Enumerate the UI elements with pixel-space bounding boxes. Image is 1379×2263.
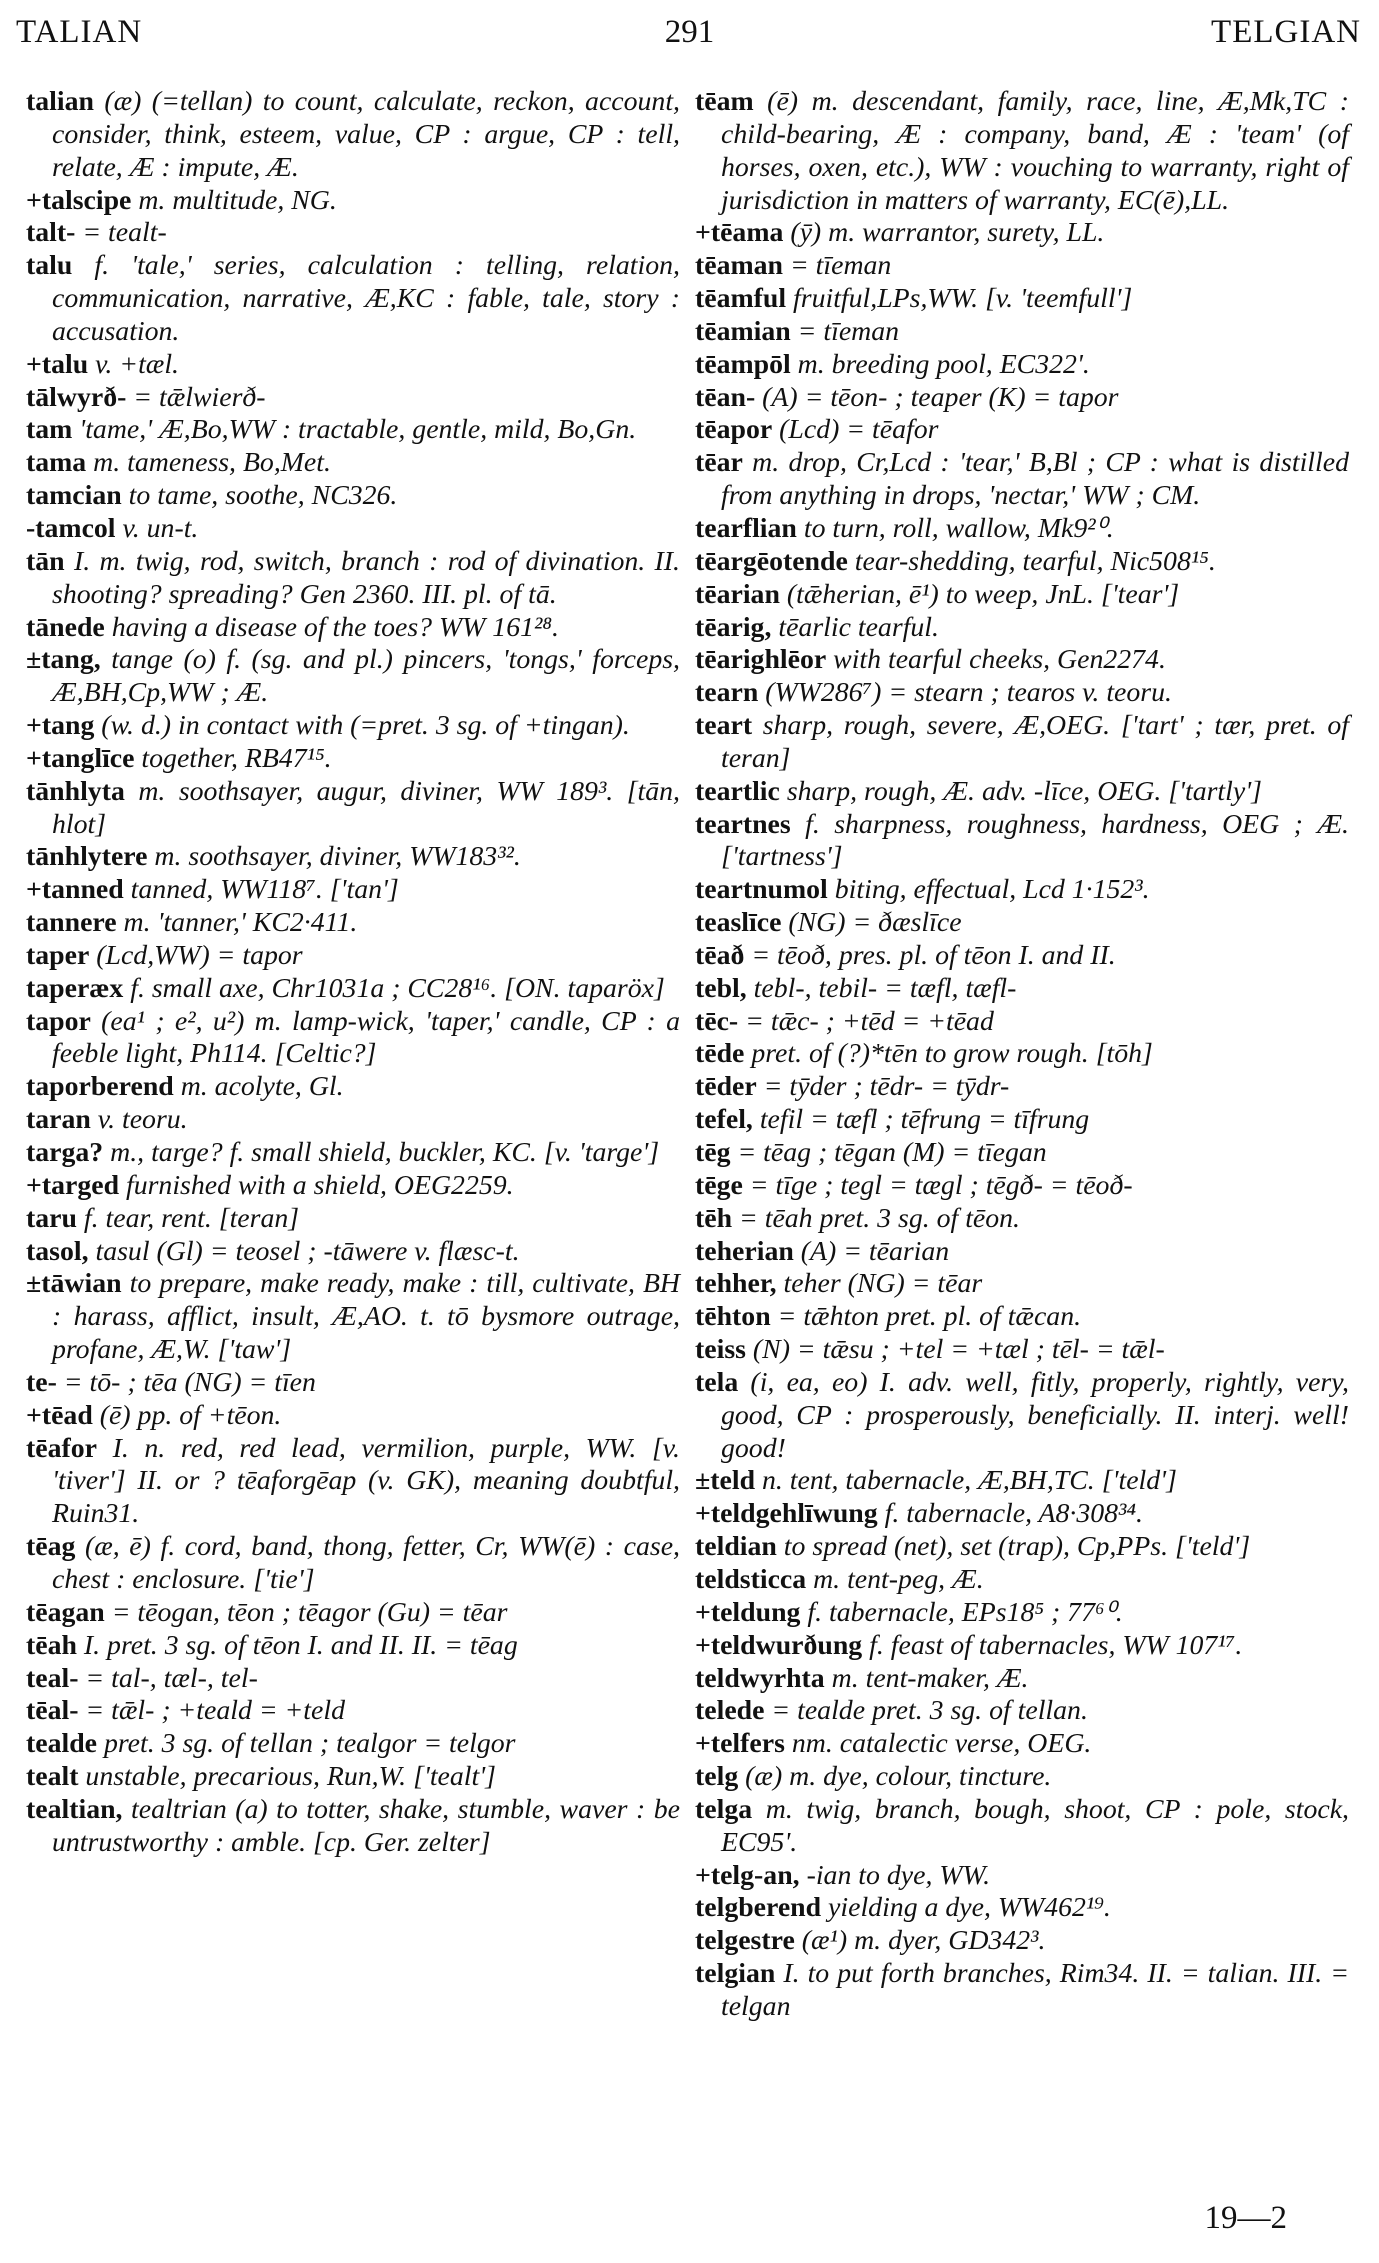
- dictionary-entry: [26, 382, 680, 415]
- headword: telgian: [695, 1958, 776, 1990]
- dictionary-entry: [695, 1794, 1349, 1860]
- definition-text: = tealde pret. 3 sg. of tellan.: [764, 1695, 1088, 1727]
- definition-text: m. breeding pool, EC322'.: [790, 348, 1090, 380]
- headword: ±tāwian: [26, 1268, 122, 1300]
- dictionary-entry: [695, 1892, 1349, 1925]
- dictionary-entry: [26, 1728, 680, 1761]
- headword: teldian: [695, 1531, 777, 1563]
- dictionary-entry: [695, 1597, 1349, 1630]
- dictionary-entry: [695, 1728, 1349, 1761]
- definition-text: (A) = tēarian: [793, 1235, 950, 1267]
- definition-text: tealtrian (a) to totter, shake, stumble, waver : be untrustworthy : amble. [cp. Ger. zelter]: [52, 1793, 680, 1858]
- dictionary-entry: [695, 1301, 1349, 1334]
- dictionary-entry: [26, 907, 680, 940]
- definition-text: m. tent-peg, Æ.: [806, 1563, 984, 1595]
- definition-text: (æ¹) m. dyer, GD342³.: [794, 1925, 1046, 1957]
- dictionary-entry: [695, 1006, 1349, 1039]
- definition-text: m. twig, branch, bough, shoot, CP : pole, stock, EC95'.: [721, 1793, 1349, 1858]
- dictionary-entry: [695, 1104, 1349, 1137]
- definition-text: furnished with a shield, OEG2259.: [119, 1169, 514, 1201]
- definition-text: I. m. twig, rod, switch, branch : rod of divination. II. shooting? spreading? Gen 2360. III. pl. of tā.: [52, 545, 680, 610]
- dictionary-entry: [695, 1761, 1349, 1794]
- headword: +tanglīce: [26, 742, 135, 774]
- headword: taporberend: [26, 1071, 174, 1103]
- left-column: [26, 86, 680, 1860]
- headword: ±teld: [695, 1465, 756, 1497]
- definition-text: tasul (Gl) = teosel ; -tāwere v. flæsc-t.: [88, 1235, 520, 1267]
- dictionary-entry: [695, 382, 1349, 415]
- definition-text: fruitful,LPs,WW. [v. 'teemfull']: [786, 283, 1133, 315]
- definition-text: m. acolyte, Gl.: [173, 1071, 344, 1103]
- definition-text: f. small axe, Chr1031a ; CC28¹⁶. [ON. taparöx]: [123, 972, 665, 1004]
- dictionary-entry: [26, 250, 680, 349]
- definition-text: f. tabernacle, A8·308³⁴.: [877, 1498, 1143, 1530]
- right-column: [695, 86, 1349, 2024]
- headword: tēamful: [695, 283, 787, 315]
- dictionary-entry: [26, 1236, 680, 1269]
- dictionary-entry: [26, 644, 680, 710]
- definition-text: (Lcd) = tēafor: [772, 414, 939, 446]
- dictionary-entry: [695, 579, 1349, 612]
- headword: tēag: [26, 1531, 76, 1563]
- headword: tamcian: [26, 480, 122, 512]
- headword: +tang: [26, 710, 95, 742]
- headword: teiss: [695, 1334, 746, 1366]
- headword: +telg-an,: [695, 1859, 800, 1891]
- headword: tānhlytere: [26, 841, 148, 873]
- headword: taper: [26, 939, 90, 971]
- headword: telgestre: [695, 1925, 795, 1957]
- headword: talian: [26, 86, 94, 117]
- definition-text: to tame, soothe, NC326.: [121, 480, 398, 512]
- headword: tēam: [695, 86, 754, 117]
- dictionary-entry: [26, 1400, 680, 1433]
- headword: tēh: [695, 1202, 733, 1234]
- definition-text: -ian to dye, WW.: [799, 1859, 991, 1891]
- definition-text: v. un-t.: [115, 512, 199, 544]
- dictionary-entry: [26, 86, 680, 185]
- definition-text: m. drop, Cr,Lcd : 'tear,' B,Bl ; CP : what is distilled from anything in drops, 'nectar,' WW ; CM.: [721, 447, 1349, 512]
- dictionary-entry: [695, 447, 1349, 513]
- dictionary-entry: [695, 1137, 1349, 1170]
- headword: teaslīce: [695, 907, 782, 939]
- dictionary-entry: [26, 973, 680, 1006]
- definition-text: = tēag ; tēgan (M) = tīegan: [730, 1137, 1047, 1168]
- headword: tānhlyta: [26, 775, 125, 807]
- definition-text: m. tameness, Bo,Met.: [86, 447, 331, 479]
- dictionary-entry: [695, 1498, 1349, 1531]
- headword: teart: [695, 710, 753, 742]
- dictionary-entry: [695, 546, 1349, 579]
- definition-text: tanned, WW118⁷. ['tan']: [123, 874, 399, 906]
- dictionary-entry: [26, 710, 680, 743]
- dictionary-entry: [695, 1958, 1349, 2024]
- definition-text: tebl-, tebil- = tæfl, tæfl-: [746, 972, 1017, 1004]
- headword: taru: [26, 1202, 77, 1234]
- headword: teal-: [26, 1662, 79, 1694]
- dictionary-entry: [26, 1071, 680, 1104]
- headword: telga: [695, 1793, 753, 1825]
- definition-text: (ȳ) m. warrantor, surety, LL.: [783, 217, 1105, 249]
- dictionary-entry: [695, 644, 1349, 677]
- definition-text: sharp, rough, severe, Æ,OEG. ['tart' ; tær, pret. of teran]: [721, 710, 1349, 774]
- headword: tēargēotende: [695, 545, 848, 577]
- dictionary-entry: [26, 1597, 680, 1630]
- dictionary-entry: [26, 480, 680, 513]
- dictionary-entry: [26, 1531, 680, 1597]
- definition-text: = tēogan, tēon ; tēagor (Gu) = tēar: [104, 1596, 508, 1628]
- dictionary-entry: [695, 1564, 1349, 1597]
- definition-text: teher (NG) = tēar: [776, 1268, 983, 1300]
- definition-text: (Lcd,WW) = tapor: [89, 939, 303, 971]
- running-header: [0, 0, 1379, 70]
- dictionary-entry: [26, 612, 680, 645]
- headword: tēarighlēor: [695, 644, 827, 676]
- definition-text: = tǣlwierð-: [126, 381, 266, 413]
- dictionary-entry: [695, 250, 1349, 283]
- headword: telg: [695, 1761, 739, 1793]
- dictionary-entry: [26, 1104, 680, 1137]
- definition-text: tange (o) f. (sg. and pl.) pincers, 'tongs,' forceps, Æ,BH,Cp,WW ; Æ.: [52, 644, 680, 709]
- dictionary-entry: [26, 776, 680, 842]
- headword: teherian: [695, 1235, 794, 1267]
- dictionary-entry: [695, 1071, 1349, 1104]
- headword: tearn: [695, 677, 759, 709]
- dictionary-entry: [26, 1663, 680, 1696]
- definition-text: = tēoð, pres. pl. of tēon I. and II.: [744, 939, 1116, 971]
- definition-text: v. +tæl.: [88, 348, 180, 380]
- headword: telede: [695, 1695, 765, 1727]
- dictionary-entry: [695, 940, 1349, 973]
- definition-text: = tīge ; tegl = tægl ; tēgð- = tēoð-: [742, 1169, 1133, 1201]
- headword: tālwyrð-: [26, 381, 127, 413]
- definition-text: = tīeman: [790, 315, 900, 347]
- definition-text: m. multitude, NG.: [131, 184, 337, 216]
- dictionary-entry: [26, 513, 680, 546]
- dictionary-entry: [26, 1630, 680, 1663]
- dictionary-entry: [695, 1465, 1349, 1498]
- headword: +targed: [26, 1169, 120, 1201]
- definition-text: (æ) m. dye, colour, tincture.: [738, 1761, 1052, 1793]
- definition-text: (WW286⁷) = stearn ; tearos v. teoru.: [758, 677, 1172, 709]
- definition-text: sharp, rough, Æ. adv. -līce, OEG. ['tartly']: [779, 775, 1262, 807]
- dictionary-entry: [26, 414, 680, 447]
- dictionary-entry: [26, 743, 680, 776]
- definition-text: = tȳder ; tēdr- = tȳdr-: [756, 1071, 1010, 1103]
- dictionary-entry: [695, 414, 1349, 447]
- dictionary-entry: [695, 1268, 1349, 1301]
- dictionary-entry: [695, 1334, 1349, 1367]
- dictionary-entry: [695, 612, 1349, 645]
- headword: teartnumol: [695, 874, 828, 906]
- headword: +teldwurðung: [695, 1629, 863, 1661]
- dictionary-entry: [695, 349, 1349, 382]
- definition-text: to spread (net), set (trap), Cp,PPs. ['teld']: [776, 1531, 1251, 1563]
- definition-text: m. tent-maker, Æ.: [824, 1662, 1029, 1694]
- headword: teldwyrhta: [695, 1662, 825, 1694]
- headword: tēhton: [695, 1301, 771, 1333]
- headword: tealtian,: [26, 1793, 123, 1825]
- definition-text: (tǣherian, ē¹) to weep, JnL. ['tear']: [779, 578, 1180, 610]
- dictionary-entry: [695, 907, 1349, 940]
- definition-text: tear-shedding, tearful, Nic508¹⁵.: [847, 545, 1216, 577]
- dictionary-entry: [695, 1531, 1349, 1564]
- dictionary-entry: [26, 185, 680, 218]
- dictionary-entry: [26, 940, 680, 973]
- definition-text: = tēah pret. 3 sg. of tēon.: [732, 1202, 1021, 1234]
- dictionary-entry: [26, 1695, 680, 1728]
- definition-text: f. 'tale,' series, calculation : telling, relation, communication, narrative, Æ,KC : fable, tale, story : accusation.: [52, 250, 680, 347]
- definition-text: m. soothsayer, diviner, WW183³².: [147, 841, 521, 873]
- headword: targa?: [26, 1137, 104, 1168]
- definition-text: (æ, ē) f. cord, band, thong, fetter, Cr, WW(ē) : case, chest : enclosure. ['tie']: [52, 1531, 680, 1595]
- definition-text: = tīeman: [783, 250, 892, 282]
- definition-text: (A) = tēon- ; teaper (K) = tapor: [755, 381, 1119, 413]
- headword: tēaman: [695, 250, 784, 282]
- headword: +teldung: [695, 1596, 801, 1628]
- headword: tealde: [26, 1728, 98, 1760]
- headword: tealt: [26, 1761, 79, 1793]
- definition-text: m. 'tanner,' KC2·411.: [116, 907, 358, 939]
- definition-text: I. to put forth branches, Rim34. II. = talian. III. = telgan: [721, 1958, 1349, 2022]
- definition-text: (NG) = ðæslīce: [781, 907, 962, 939]
- headword: talu: [26, 250, 73, 282]
- headword: tefel,: [695, 1104, 753, 1136]
- dictionary-entry: [695, 1367, 1349, 1466]
- dictionary-entry: [695, 1663, 1349, 1696]
- dictionary-entry: [695, 316, 1349, 349]
- dictionary-entry: [26, 1170, 680, 1203]
- dictionary-entry: [26, 1367, 680, 1400]
- dictionary-entry: [26, 349, 680, 382]
- headword: tehher,: [695, 1268, 777, 1300]
- definition-text: f. tear, rent. [teran]: [76, 1202, 300, 1234]
- dictionary-entry: [26, 447, 680, 480]
- dictionary-entry: [695, 874, 1349, 907]
- headword: +tēad: [26, 1399, 93, 1431]
- headword: tēge: [695, 1169, 743, 1201]
- dictionary-entry: [695, 710, 1349, 776]
- dictionary-entry: [695, 677, 1349, 710]
- headword: tela: [695, 1366, 739, 1398]
- definition-text: (i, ea, eo) I. adv. well, fitly, properly, rightly, very, good, CP : prosperously, beneficially. II. interj. well! good!: [721, 1366, 1349, 1464]
- headword: +talu: [26, 348, 89, 380]
- headword: tēc-: [695, 1005, 739, 1037]
- headword: tēg: [695, 1137, 731, 1168]
- dictionary-entry: [26, 841, 680, 874]
- definition-text: yielding a dye, WW462¹⁹.: [821, 1892, 1111, 1924]
- headword: tebl,: [695, 972, 747, 1004]
- headword: +tanned: [26, 874, 124, 906]
- dictionary-entry: [695, 1630, 1349, 1663]
- definition-text: 'tame,' Æ,Bo,WW : tractable, gentle, mild, Bo,Gn.: [72, 414, 637, 446]
- dictionary-entry: [26, 1006, 680, 1072]
- definition-text: f. feast of tabernacles, WW 107¹⁷.: [862, 1629, 1243, 1661]
- definition-text: together, RB47¹⁵.: [134, 742, 332, 774]
- dictionary-entry: [695, 1236, 1349, 1269]
- headword: tān: [26, 545, 65, 577]
- definition-text: unstable, precarious, Run,W. ['tealt']: [78, 1761, 496, 1793]
- definition-text: I. n. red, red lead, vermilion, purple, WW. [v. 'tiver'] II. or ? tēaforgēap (v. GK), meaning doubtful, Ruin31.: [52, 1432, 680, 1530]
- headword: tēagan: [26, 1596, 105, 1628]
- headword: tēarig,: [695, 611, 772, 643]
- definition-text: (N) = tǣsu ; +tel = +tæl ; tēl- = tǣl-: [745, 1334, 1165, 1366]
- definition-text: pret. 3 sg. of tellan ; tealgor = telgor: [97, 1728, 516, 1760]
- dictionary-entry: [26, 1268, 680, 1367]
- definition-text: = tǣhton pret. pl. of tǣcan.: [770, 1301, 1082, 1333]
- headword: tapor: [26, 1005, 91, 1037]
- headword: +tēama: [695, 217, 784, 249]
- headword: taran: [26, 1104, 91, 1136]
- definition-text: to turn, roll, wallow, Mk9²⁰.: [796, 512, 1114, 544]
- headword: tearflian: [695, 512, 797, 544]
- definition-text: f. tabernacle, EPs18⁵ ; 77⁶⁰.: [800, 1596, 1123, 1628]
- dictionary-entry: [695, 1925, 1349, 1958]
- dictionary-entry: [695, 776, 1349, 809]
- headword: tānede: [26, 611, 105, 643]
- dictionary-entry: [26, 1794, 680, 1860]
- definition-text: nm. catalectic verse, OEG.: [784, 1728, 1092, 1760]
- headword: te-: [26, 1366, 57, 1398]
- definition-text: v. teoru.: [90, 1104, 188, 1136]
- definition-text: biting, effectual, Lcd 1·152³.: [827, 874, 1150, 906]
- headword: tēde: [695, 1038, 745, 1070]
- headword: tannere: [26, 907, 117, 939]
- definition-text: n. tent, tabernacle, Æ,BH,TC. ['teld']: [755, 1465, 1177, 1497]
- definition-text: (ea¹ ; e², u²) m. lamp-wick, 'taper,' candle, CP : a feeble light, Ph114. [Celtic?]: [52, 1005, 680, 1070]
- dictionary-entry: [695, 1860, 1349, 1893]
- headword: tēað: [695, 939, 745, 971]
- definition-text: (æ) (=tellan) to count, calculate, reckon, account, consider, think, esteem, value, CP : argue, CP : tell, relate, Æ : impute, Æ.: [52, 86, 680, 183]
- definition-text: pret. of (?)*tēn to grow rough. [tōh]: [744, 1038, 1153, 1070]
- definition-text: f. sharpness, roughness, hardness, OEG ; Æ. ['tartness']: [721, 808, 1349, 873]
- headword: tēder: [695, 1071, 757, 1103]
- headword: telgberend: [695, 1892, 822, 1924]
- dictionary-entry: [695, 1695, 1349, 1728]
- definition-text: = tǣc- ; +tēd = +tēad: [738, 1005, 994, 1037]
- dictionary-entry: [695, 1038, 1349, 1071]
- headword: +teldgehlīwung: [695, 1498, 878, 1530]
- definition-text: = tō- ; tēa (NG) = tīen: [56, 1366, 316, 1398]
- definition-text: I. pret. 3 sg. of tēon I. and II. II. = tēag: [76, 1629, 518, 1661]
- headword: +telfers: [695, 1728, 785, 1760]
- header-last-word: TELGIAN: [1211, 14, 1361, 50]
- definition-text: with tearful cheeks, Gen2274.: [826, 644, 1166, 676]
- signature-mark: 19—2: [1204, 2200, 1287, 2236]
- dictionary-entry: [26, 217, 680, 250]
- headword: teartnes: [695, 808, 791, 840]
- definition-text: (ē) pp. of +tēon.: [92, 1399, 282, 1431]
- definition-text: = tǣl- ; +teald = +teld: [78, 1695, 345, 1727]
- header-first-word: TALIAN: [16, 14, 143, 50]
- dictionary-entry: [695, 513, 1349, 546]
- headword: tēal-: [26, 1695, 79, 1727]
- dictionary-entry: [695, 1170, 1349, 1203]
- dictionary-entry: [695, 809, 1349, 875]
- definition-text: to prepare, make ready, make : till, cultivate, BH : harass, afflict, insult, Æ,AO. t. tō bysmore outrage, profane, Æ,W. ['taw']: [52, 1268, 680, 1366]
- dictionary-entry: [695, 973, 1349, 1006]
- headword: taperæx: [26, 972, 124, 1004]
- page-number: 291: [664, 14, 715, 50]
- definition-text: (w. d.) in contact with (=pret. 3 sg. of +tingan).: [94, 710, 630, 742]
- definition-text: having a disease of the toes? WW 161²⁸.: [104, 611, 559, 643]
- dictionary-entry: [695, 86, 1349, 217]
- definition-text: m. soothsayer, augur, diviner, WW 189³. [tān, hlot]: [52, 775, 680, 840]
- dictionary-entry: [26, 1761, 680, 1794]
- headword: tasol,: [26, 1235, 89, 1267]
- headword: tēapor: [695, 414, 773, 446]
- headword: tama: [26, 447, 87, 479]
- headword: tēar: [695, 447, 743, 479]
- definition-text: tefil = tæfl ; tēfrung = tīfrung: [752, 1104, 1090, 1136]
- headword: tēah: [26, 1629, 77, 1661]
- headword: talt-: [26, 217, 76, 249]
- dictionary-entry: [26, 1433, 680, 1532]
- definition-text: m., targe? f. small shield, buckler, KC. [v. 'targe']: [103, 1137, 660, 1168]
- definition-text: = tealt-: [75, 217, 167, 249]
- headword: tēampōl: [695, 348, 791, 380]
- headword: tam: [26, 414, 73, 446]
- headword: -tamcol: [26, 512, 116, 544]
- headword: tēafor: [26, 1432, 97, 1464]
- headword: tēan-: [695, 381, 756, 413]
- dictionary-entry: [695, 283, 1349, 316]
- headword: tēamian: [695, 315, 791, 347]
- headword: teartlic: [695, 775, 780, 807]
- headword: ±tang,: [26, 644, 101, 676]
- definition-text: = tal-, tæl-, tel-: [78, 1662, 258, 1694]
- headword: tēarian: [695, 578, 780, 610]
- definition-text: (ē) m. descendant, family, race, line, Æ,Mk,TC : child-bearing, Æ : company, band, Æ : 'team' (of horses, oxen, etc.), WW : vouching to warranty, right of jurisdiction in matters of warranty, EC(ē),LL.: [721, 86, 1349, 216]
- dictionary-entry: [695, 217, 1349, 250]
- dictionary-entry: [26, 546, 680, 612]
- definition-text: tēarlic tearful.: [771, 611, 939, 643]
- dictionary-entry: [695, 1203, 1349, 1236]
- headword: +talscipe: [26, 184, 132, 216]
- dictionary-entry: [26, 874, 680, 907]
- dictionary-entry: [26, 1137, 680, 1170]
- dictionary-entry: [26, 1203, 680, 1236]
- headword: teldsticca: [695, 1563, 807, 1595]
